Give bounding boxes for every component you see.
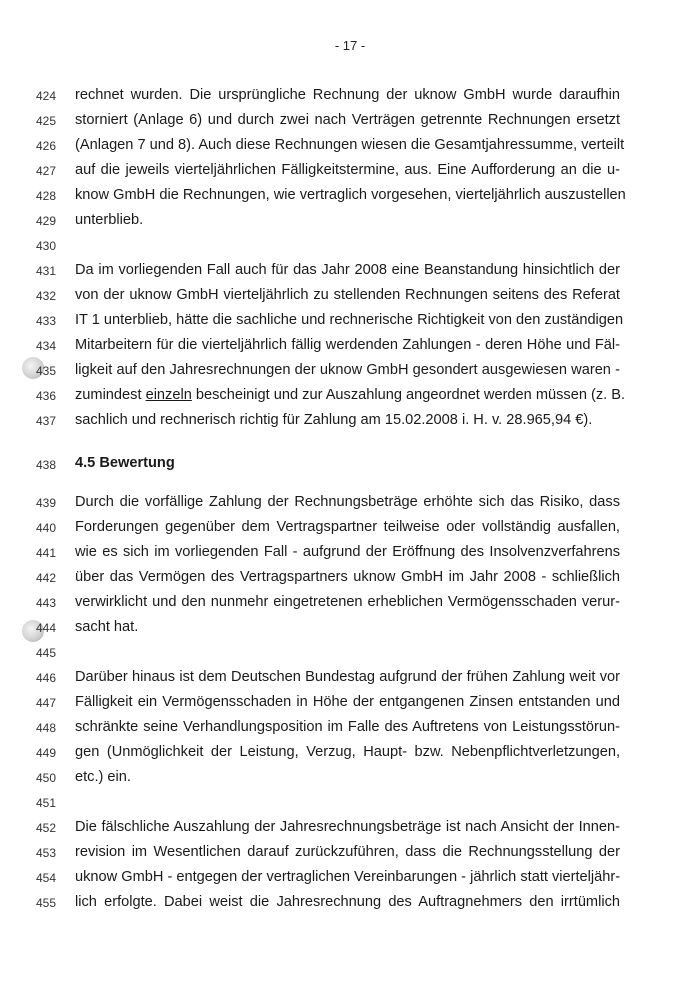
line-number: 445 — [36, 646, 57, 660]
text-line: Fälligkeit ein Vermögensschaden in Höhe der entgangenen Zinsen entstanden und — [75, 694, 620, 710]
line-number: 433 — [36, 314, 57, 328]
line-number: 452 — [36, 821, 57, 835]
page-number: - 17 - — [334, 38, 366, 53]
text-line: lich erfolgte. Dabei weist die Jahresrechnung des Auftragnehmers den irrtümlich — [75, 894, 620, 910]
line-number: 454 — [36, 871, 57, 885]
line-number: 438 — [36, 458, 57, 472]
line-number: 426 — [36, 139, 57, 153]
line-number: 453 — [36, 846, 57, 860]
text-line: von der uknow GmbH vierteljährlich zu stellenden Rechnungen seitens des Referat — [75, 287, 620, 303]
line-number: 430 — [36, 239, 57, 253]
text-fragment: zumindest — [75, 387, 146, 403]
text-line: Die fälschliche Auszahlung der Jahresrechnungsbeträge ist nach Ansicht der Innen- — [75, 819, 620, 835]
line-number: 451 — [36, 796, 57, 810]
line-number: 437 — [36, 414, 57, 428]
line-number: 439 — [36, 496, 57, 510]
line-number: 450 — [36, 771, 57, 785]
text-line: (Anlagen 7 und 8). Auch diese Rechnungen wiesen die Gesamtjahressumme, verteilt — [75, 137, 625, 153]
text-line: know GmbH die Rechnungen, wie vertraglich vorgesehen, vierteljährlich auszustellen — [75, 187, 626, 203]
line-number: 448 — [36, 721, 57, 735]
line-number: 447 — [36, 696, 57, 710]
section-heading: 4.5 Bewertung — [75, 455, 175, 471]
text-line: über das Vermögen des Vertragspartners uknow GmbH im Jahr 2008 - schließlich — [75, 569, 620, 585]
text-line: Darüber hinaus ist dem Deutschen Bundestag aufgrund der frühen Zahlung weit vor — [75, 669, 620, 685]
text-line: auf die jeweils vierteljährlichen Fälligkeitstermine, aus. Eine Aufforderung an die u- — [75, 162, 620, 178]
text-line: storniert (Anlage 6) und durch zwei nach Verträgen getrennte Rechnungen ersetzt — [75, 112, 620, 128]
line-number: 424 — [36, 89, 57, 103]
text-line: sacht hat. — [75, 619, 139, 635]
line-number: 434 — [36, 339, 57, 353]
text-line — [75, 387, 626, 403]
line-number: 455 — [36, 896, 57, 910]
line-number: 441 — [36, 546, 57, 560]
line-number: 425 — [36, 114, 57, 128]
text-line: ligkeit auf den Jahresrechnungen der uknow GmbH gesondert ausgewiesen waren - — [75, 362, 620, 378]
line-number: 443 — [36, 596, 57, 610]
line-number: 428 — [36, 189, 57, 203]
text-line: uknow GmbH - entgegen der vertraglichen Vereinbarungen - jährlich statt vierteljähr- — [75, 869, 621, 885]
text-fragment: bescheinigt und zur Auszahlung angeordnet werden müssen (z. B. — [191, 387, 626, 403]
text-line: Mitarbeitern für die vierteljährlich fällig werdenden Zahlungen - deren Höhe und Fäl- — [75, 337, 620, 353]
line-number: 432 — [36, 289, 57, 303]
underlined-word: einzeln — [145, 387, 192, 403]
text-line: sachlich und rechnerisch richtig für Zahlung am 15.02.2008 i. H. v. 28.965,94 €). — [75, 412, 593, 428]
text-line: IT 1 unterblieb, hätte die sachliche und rechnerische Richtigkeit von den zuständigen — [75, 312, 624, 328]
text-line: gen (Unmöglichkeit der Leistung, Verzug, Haupt- bzw. Nebenpflichtverletzungen, — [75, 744, 620, 760]
text-line: wie es sich im vorliegenden Fall - aufgrund der Eröffnung des Insolvenzverfahrens — [75, 544, 620, 560]
line-number: 435 — [36, 364, 57, 378]
text-line: verwirklicht und den nunmehr eingetretenen erheblichen Vermögensschaden verur- — [75, 594, 620, 610]
text-line: rechnet wurden. Die ursprüngliche Rechnung der uknow GmbH wurde daraufhin — [75, 87, 620, 103]
text-line: Forderungen gegenüber dem Vertragspartner teilweise oder vollständig ausfallen, — [75, 519, 620, 535]
line-number: 444 — [36, 621, 57, 635]
line-number: 442 — [36, 571, 57, 585]
text-line: etc.) ein. — [75, 769, 131, 785]
line-number: 449 — [36, 746, 57, 760]
text-line: unterblieb. — [75, 212, 144, 228]
line-number: 431 — [36, 264, 57, 278]
line-number: 440 — [36, 521, 57, 535]
line-number: 436 — [36, 389, 57, 403]
line-number: 427 — [36, 164, 57, 178]
text-line: revision im Wesentlichen darauf zurückzuführen, dass die Rechnungsstellung der — [75, 844, 620, 860]
text-line: Da im vorliegenden Fall auch für das Jahr 2008 eine Beanstandung hinsichtlich der — [75, 262, 620, 278]
line-number: 446 — [36, 671, 57, 685]
text-line: schränkte seine Verhandlungsposition im Falle des Auftretens von Leistungsstörun- — [75, 719, 620, 735]
text-line: Durch die vorfällige Zahlung der Rechnungsbeträge erhöhte sich das Risiko, dass — [75, 494, 620, 510]
line-number: 429 — [36, 214, 57, 228]
